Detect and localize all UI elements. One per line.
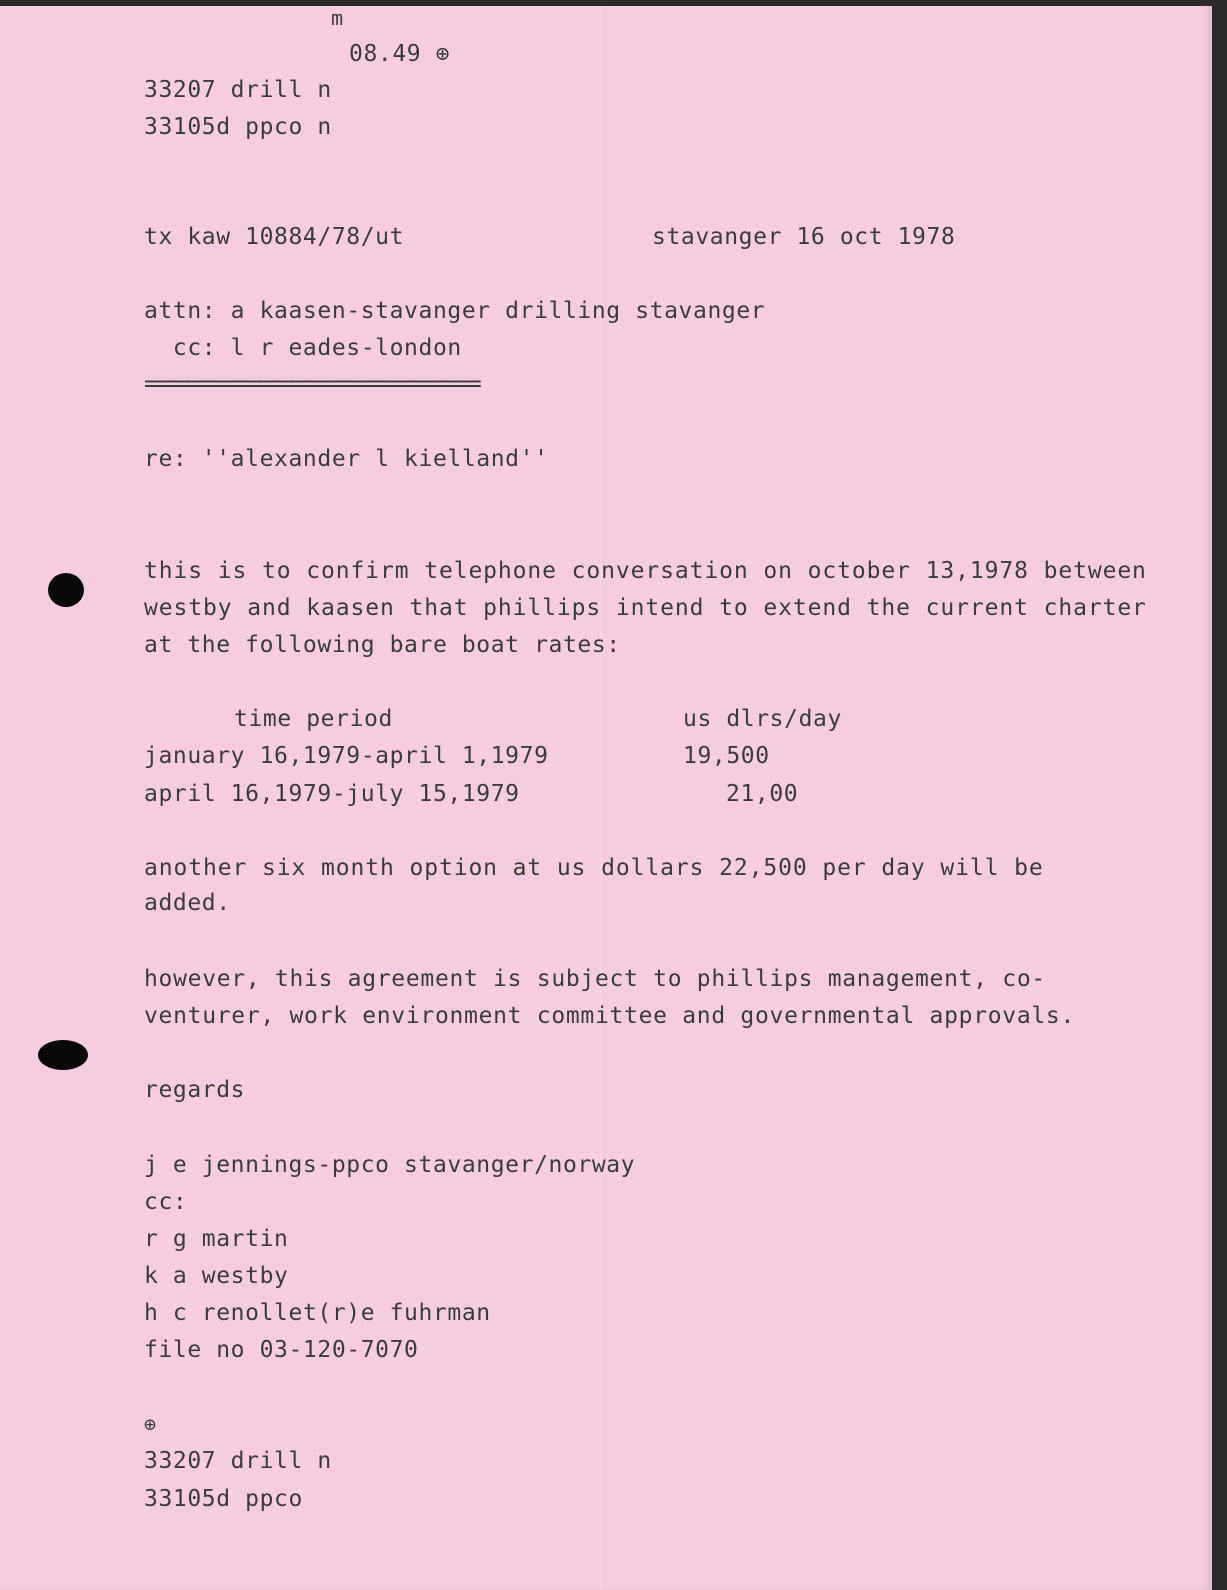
cc-recipient-1: r g martin bbox=[144, 1226, 289, 1252]
footer-answerback-1: 33207 drill n bbox=[144, 1448, 332, 1474]
body-para1-line2: westby and kaasen that phillips intend to extend the current charter bbox=[144, 595, 1147, 621]
body-para2-line2: added. bbox=[144, 890, 231, 916]
header-mark: m bbox=[331, 6, 344, 30]
regards-line: regards bbox=[144, 1077, 246, 1103]
attention-line: attn: a kaasen-stavanger drilling stavanger bbox=[144, 298, 766, 324]
body-para3-line2: venturer, work environment committee and governmental approvals. bbox=[144, 1003, 1076, 1029]
body-para3-line1: however, this agreement is subject to phillips management, co- bbox=[144, 966, 1046, 992]
telex-reference: tx kaw 10884/78/ut bbox=[144, 224, 405, 250]
place-date: stavanger 16 oct 1978 bbox=[652, 224, 956, 250]
punch-hole-upper bbox=[48, 573, 84, 607]
paper-fold bbox=[600, 0, 602, 1590]
header-time: 08.49 ⊕ bbox=[349, 41, 451, 67]
body-para2-line1: another six month option at us dollars 22,500 per day will be bbox=[144, 855, 1044, 881]
header-answerback-2: 33105d ppco n bbox=[144, 114, 332, 140]
cc-label: cc: bbox=[144, 1189, 188, 1215]
punch-hole-lower bbox=[38, 1040, 88, 1070]
footer-answerback-2: 33105d ppco bbox=[144, 1486, 303, 1512]
cc-recipient-3: h c renollet(r)e fuhrman bbox=[144, 1300, 491, 1326]
scan-border-right bbox=[1212, 0, 1227, 1590]
rates-header-period: time period bbox=[234, 706, 393, 732]
footer-symbol: ⊕ bbox=[144, 1412, 157, 1436]
file-number: file no 03-120-7070 bbox=[144, 1337, 419, 1363]
body-para1-line1: this is to confirm telephone conversation on october 13,1978 between bbox=[144, 558, 1147, 584]
separator-line: ================================ bbox=[144, 371, 479, 397]
body-para1-line3: at the following bare boat rates: bbox=[144, 632, 621, 658]
subject-line: re: ''alexander l kielland'' bbox=[144, 446, 549, 472]
rates-row-1-rate: 19,500 bbox=[683, 743, 770, 769]
rates-row-1-period: january 16,1979-april 1,1979 bbox=[144, 743, 549, 769]
rates-row-2-period: april 16,1979-july 15,1979 bbox=[144, 781, 520, 807]
sender-line: j e jennings-ppco stavanger/norway bbox=[144, 1152, 636, 1178]
cc-recipient-2: k a westby bbox=[144, 1263, 289, 1289]
rates-header-rate: us dlrs/day bbox=[683, 706, 842, 732]
scan-border-top bbox=[0, 0, 1227, 6]
cc-line: cc: l r eades-london bbox=[144, 335, 462, 361]
rates-row-2-rate: 21,00 bbox=[726, 781, 799, 807]
header-answerback-1: 33207 drill n bbox=[144, 77, 332, 103]
